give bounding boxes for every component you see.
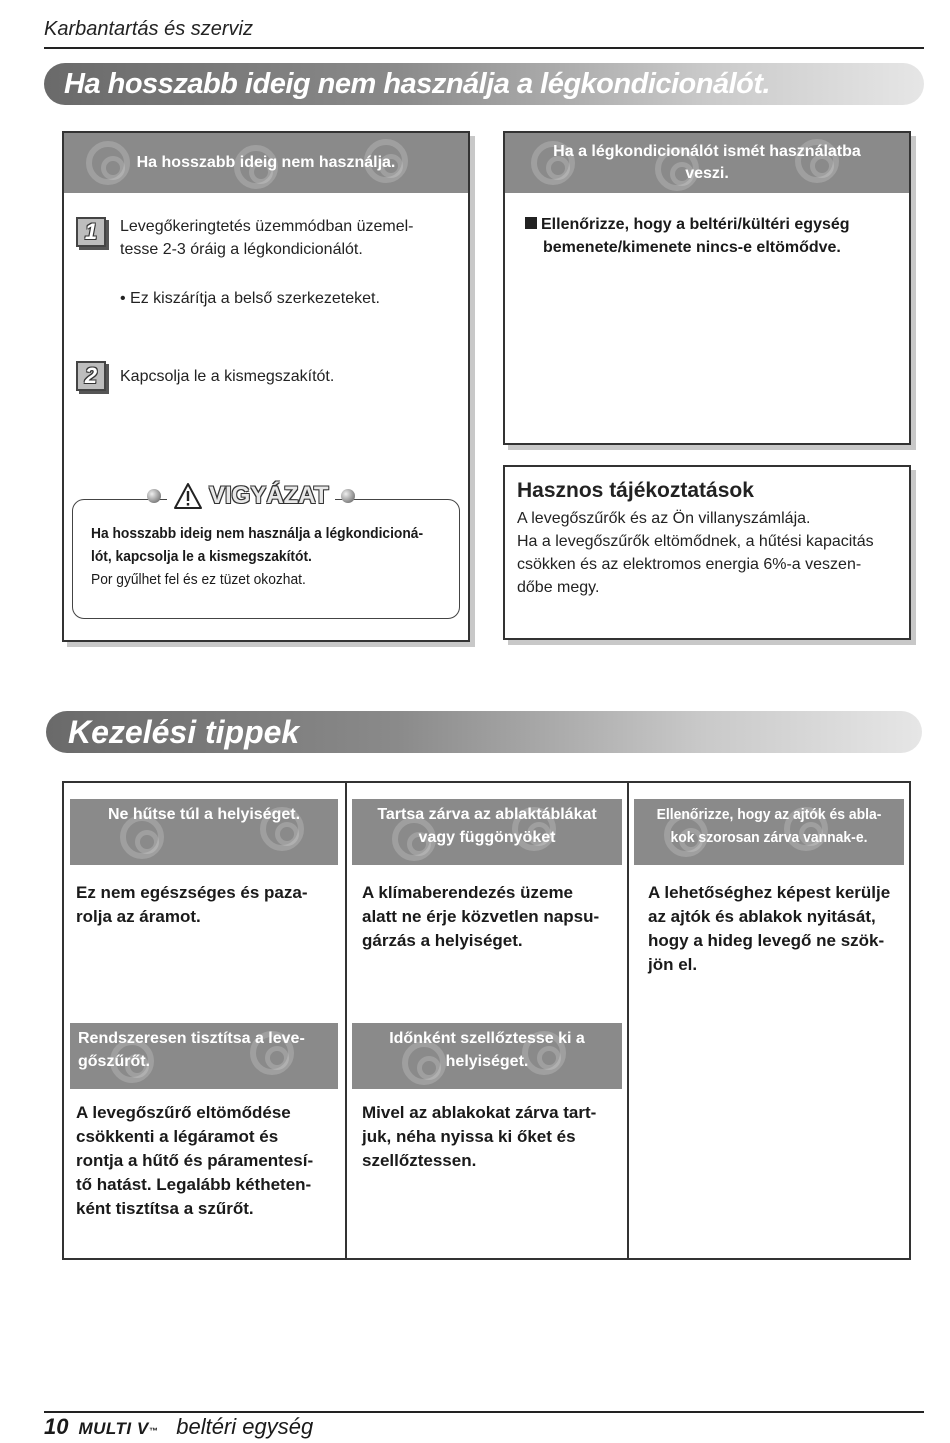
reuse-title-line: Ha a légkondicionálót ismét használatba [553, 143, 861, 160]
tip-line: szellőztessen. [362, 1151, 477, 1170]
page-number: 10 [44, 1414, 69, 1439]
storage-box-title: Ha hosszabb ideig nem használja. [136, 154, 396, 171]
caution-text [91, 522, 428, 591]
section-label: Karbantartás és szerviz [44, 18, 253, 40]
bullet-ball-icon [147, 489, 161, 503]
caution-line: Por gyűlhet fel és ez tüzet okozhat. [91, 571, 306, 588]
info-line: Ha a levegőszűrők eltömődnek, a hűtési kapacitás [517, 533, 874, 550]
tip-line: Mivel az ablakokat zárva tart- [362, 1103, 597, 1122]
tip-header-line: Ne hűtse túl a helyiséget. [107, 806, 301, 823]
unit-label: beltéri egység [176, 1414, 314, 1439]
step-2-badge: 2 [76, 361, 106, 391]
top-divider [44, 47, 924, 49]
info-title: Hasznos tájékoztatások [517, 479, 754, 502]
tip-line: csökkenti a légáramot és [76, 1127, 279, 1146]
tip-line: A lehetőséghez képest kerülje [648, 883, 891, 902]
reuse-title-line: veszi. [685, 165, 729, 182]
tip-line: gárzás a helyiséget. [362, 931, 523, 950]
tip-body [76, 1101, 338, 1221]
reuse-box [503, 131, 911, 445]
swirl-decoration [86, 141, 130, 185]
tips-title: Kezelési tippek [68, 714, 300, 750]
caution-title [167, 482, 335, 510]
bullet-ball-icon [341, 489, 355, 503]
tips-table [62, 781, 911, 1260]
info-box [503, 465, 911, 640]
tip-line: ként tisztítsa a szűrőt. [76, 1199, 254, 1218]
reuse-check-line: bemenete/kimenete nincs-e eltömődve. [543, 239, 841, 256]
tip-line: A levegőszűrő eltömődése [76, 1103, 291, 1122]
brand-logo [78, 1419, 158, 1439]
tip-header-line: Ellenőrizze, hogy az ajtók és abla- [656, 806, 882, 823]
tip-header-line: helyiséget. [445, 1053, 529, 1070]
brand-name: MULTI V [78, 1419, 149, 1438]
step-1-text [120, 215, 460, 261]
tip-body [648, 881, 910, 977]
tip-line: A klímaberendezés üzeme [362, 883, 574, 902]
bottom-divider [44, 1411, 924, 1413]
storage-box [62, 131, 470, 642]
tip-line: hogy a hideg levegő ne szök- [648, 931, 885, 950]
tip-header-line: Időnként szellőztesse ki a [389, 1030, 585, 1047]
tip-line: juk, néha nyissa ki őket és [362, 1127, 576, 1146]
tip-line: jön el. [648, 955, 698, 974]
footer [44, 1414, 313, 1440]
tip-line: tő hatást. Legalább kétheten- [76, 1175, 312, 1194]
square-bullet-icon [525, 217, 537, 229]
tip-header-line: kok szorosan zárva vannak-e. [670, 829, 868, 846]
reuse-box-title [553, 141, 861, 185]
info-line: A levegőszűrők és az Ön villanyszámlája. [517, 510, 811, 527]
tip-body [76, 881, 336, 929]
caution-line: lót, kapcsolja le a kismegszakítót. [91, 548, 312, 565]
brand-trademark: ™ [148, 1426, 159, 1436]
tip-header-line: gőszűrőt. [78, 1053, 150, 1070]
tip-body [362, 1101, 624, 1173]
step-1-note: • Ez kiszárítja a belső szerkezeteket. [120, 290, 380, 307]
tip-header-line: vagy függönyöket [418, 829, 556, 846]
caution-heading [147, 482, 355, 510]
tip-line: rolja az áramot. [76, 907, 201, 926]
tip-header-line: Tartsa zárva az ablaktáblákat [377, 806, 597, 823]
tip-body [362, 881, 624, 953]
info-line: csökken és az elektromos energia 6%-a veszen- [517, 556, 862, 573]
warning-triangle-icon [173, 482, 203, 510]
step-1-line: Levegőkeringtetés üzemmódban üzemel- [120, 218, 414, 235]
info-text [517, 507, 913, 599]
step-2-text: Kapcsolja le a kismegszakítót. [120, 368, 335, 385]
caution-label: VIGYÁZAT [209, 482, 329, 509]
caution-box [72, 482, 460, 619]
caution-line: Ha hosszabb ideig nem használja a légkondicioná- [91, 525, 424, 542]
tip-header [352, 1023, 622, 1089]
reuse-box-header [505, 133, 909, 193]
tip-line: az ajtók és ablakok nyitását, [648, 907, 876, 926]
tip-header [70, 799, 338, 865]
tips-banner [46, 711, 922, 753]
step-1-badge: 1 [76, 217, 106, 247]
tip-header [352, 799, 622, 865]
tip-line: rontja a hűtő és páramentesí- [76, 1151, 314, 1170]
tip-line: alatt ne érje közvetlen napsu- [362, 907, 600, 926]
tip-header-line: Rendszeresen tisztítsa a leve- [78, 1030, 305, 1047]
tip-header [634, 799, 904, 865]
reuse-check [525, 213, 850, 259]
section-title: Ha hosszabb ideig nem használja a légkondicionálót. [64, 68, 771, 100]
column-divider [627, 783, 629, 1258]
step-1-line: tesse 2-3 óráig a légkondicionálót. [120, 241, 363, 258]
tip-header [70, 1023, 338, 1089]
section-banner [44, 63, 924, 105]
info-line: dőbe megy. [517, 579, 600, 596]
storage-box-header [64, 133, 468, 193]
reuse-check-line: Ellenőrizze, hogy a beltéri/kültéri egység [541, 216, 850, 233]
tip-line: Ez nem egészséges és paza- [76, 883, 308, 902]
column-divider [345, 783, 347, 1258]
